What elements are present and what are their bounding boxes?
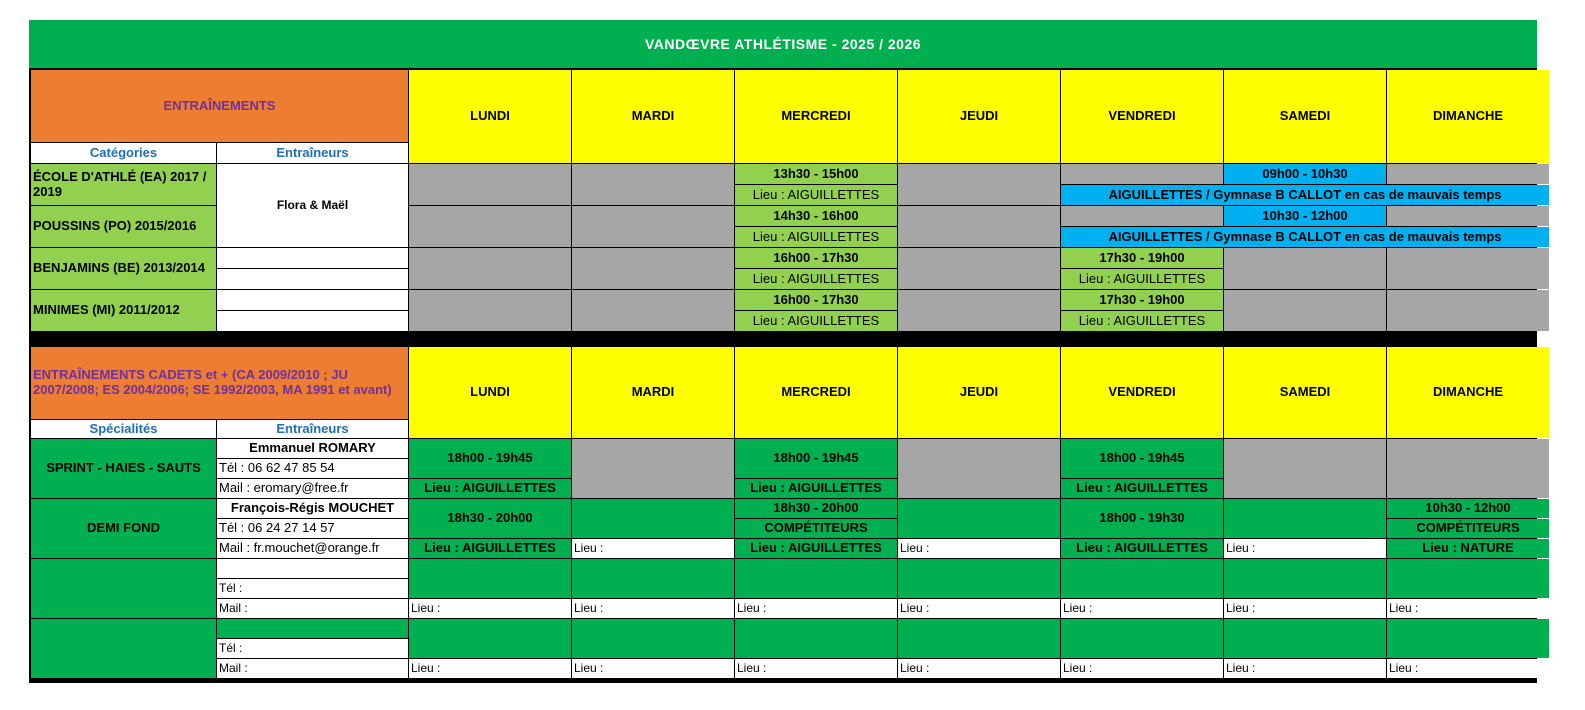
session-place: Lieu :: [735, 599, 897, 618]
specialty-label: [31, 559, 216, 618]
session-place: Lieu : AIGUILLETTES: [409, 479, 571, 498]
category-label: POUSSINS (PO) 2015/2016: [31, 206, 216, 247]
coach-name: Flora & Maël: [217, 164, 408, 247]
page-title: VANDŒVRE ATHLÉTISME - 2025 / 2026: [29, 20, 1537, 68]
session-time: 10h30 - 12h00: [1387, 499, 1549, 518]
empty-slot: [1387, 619, 1549, 658]
session-place: AIGUILLETTES / Gymnase B CALLOT en cas de mauvais temps: [1061, 185, 1549, 205]
day-header: MERCREDI: [735, 347, 897, 438]
column-header: Catégories: [31, 143, 216, 163]
session-place: Lieu : NATURE: [1387, 539, 1549, 558]
session-place: Lieu : AIGUILLETTES: [1061, 311, 1223, 331]
session-place: Lieu :: [1061, 659, 1223, 678]
empty-slot: [409, 559, 571, 598]
day-header: JEUDI: [898, 70, 1060, 163]
category-label: BENJAMINS (BE) 2013/2014: [31, 248, 216, 289]
empty-slot: [1061, 164, 1223, 184]
day-header: LUNDI: [409, 347, 571, 438]
session-place: Lieu : AIGUILLETTES: [735, 479, 897, 498]
empty-slot: [898, 559, 1060, 598]
adult-schedule-table: [29, 345, 1537, 683]
day-header: DIMANCHE: [1387, 347, 1549, 438]
session-place: Lieu : AIGUILLETTES: [1061, 539, 1223, 558]
session-place: Lieu :: [898, 599, 1060, 618]
coach-email: Mail : eromary@free.fr: [217, 479, 408, 498]
empty-slot: [1224, 290, 1386, 331]
session-place: Lieu :: [1224, 659, 1386, 678]
coach-cell: [217, 290, 408, 310]
empty-slot: [1224, 439, 1386, 498]
empty-slot: [1387, 439, 1549, 498]
session-place: Lieu :: [898, 659, 1060, 678]
coach-name: Emmanuel ROMARY: [217, 439, 408, 458]
coach-email: Mail :: [217, 599, 408, 618]
category-label: MINIMES (MI) 2011/2012: [31, 290, 216, 331]
day-header: MARDI: [572, 347, 734, 438]
column-header: Entraîneurs: [217, 143, 408, 163]
empty-slot: [572, 499, 734, 538]
empty-slot: [1224, 619, 1386, 658]
day-header: SAMEDI: [1224, 347, 1386, 438]
empty-slot: [1387, 248, 1549, 289]
empty-slot: [898, 248, 1060, 289]
session-place: Lieu : AIGUILLETTES: [1061, 269, 1223, 289]
session-time: 17h30 - 19h00: [1061, 290, 1223, 310]
session-place: Lieu : AIGUILLETTES: [409, 539, 571, 558]
session-time: 10h30 - 12h00: [1224, 206, 1386, 226]
session-time: 18h00 - 19h45: [1061, 439, 1223, 478]
session-place: Lieu :: [1387, 659, 1549, 678]
session-place: Lieu :: [1224, 599, 1386, 618]
column-header: Entraîneurs: [217, 420, 408, 438]
empty-slot: [898, 290, 1060, 331]
section-separator: [29, 337, 1537, 345]
empty-slot: [1224, 499, 1386, 538]
session-time: 17h30 - 19h00: [1061, 248, 1223, 268]
day-header: LUNDI: [409, 70, 571, 163]
coach-phone: Tél :: [217, 639, 408, 658]
session-time: 18h00 - 19h30: [1061, 499, 1223, 538]
session-place: Lieu : AIGUILLETTES: [735, 539, 897, 558]
session-place: AIGUILLETTES / Gymnase B CALLOT en cas de mauvais temps: [1061, 227, 1549, 247]
session-place: Lieu : AIGUILLETTES: [735, 185, 897, 205]
empty-slot: [1224, 248, 1386, 289]
coach-cell: [217, 269, 408, 289]
empty-slot: [1224, 559, 1386, 598]
session-place: Lieu :: [735, 659, 897, 678]
coach-email: Mail : fr.mouchet@orange.fr: [217, 539, 408, 558]
day-header: MERCREDI: [735, 70, 897, 163]
session-place: Lieu :: [1061, 599, 1223, 618]
session-place: Lieu :: [1387, 599, 1549, 618]
section-header: ENTRAÎNEMENTS CADETS et + (CA 2009/2010 ; JU 2007/2008; ES 2004/2006; SE 1992/2003, MA 1991 et avant): [31, 347, 408, 419]
youth-schedule-table: [29, 68, 1537, 337]
empty-slot: [572, 248, 734, 289]
day-header: JEUDI: [898, 347, 1060, 438]
empty-slot: [1387, 559, 1549, 598]
empty-slot: [572, 439, 734, 498]
coach-cell: [217, 311, 408, 331]
empty-slot: [1387, 164, 1549, 184]
session-place: Lieu :: [898, 539, 1060, 558]
session-subtitle: COMPÉTITEURS: [1387, 519, 1549, 538]
session-place: Lieu :: [1224, 539, 1386, 558]
coach-name: [217, 559, 408, 578]
day-header: VENDREDI: [1061, 347, 1223, 438]
day-header: DIMANCHE: [1387, 70, 1549, 163]
empty-slot: [409, 206, 571, 247]
empty-slot: [898, 619, 1060, 658]
coach-phone: Tél :: [217, 579, 408, 598]
session-place: Lieu : AIGUILLETTES: [735, 311, 897, 331]
session-time: 13h30 - 15h00: [735, 164, 897, 184]
session-subtitle: COMPÉTITEURS: [735, 519, 897, 538]
coach-name: François-Régis MOUCHET: [217, 499, 408, 518]
day-header: VENDREDI: [1061, 70, 1223, 163]
specialty-label: DEMI FOND: [31, 499, 216, 558]
column-header: Spécialités: [31, 420, 216, 438]
empty-slot: [735, 619, 897, 658]
session-time: 18h00 - 19h45: [409, 439, 571, 478]
session-time: 09h00 - 10h30: [1224, 164, 1386, 184]
session-place: Lieu :: [572, 659, 734, 678]
session-place: Lieu : AIGUILLETTES: [735, 227, 897, 247]
empty-slot: [898, 499, 1060, 538]
empty-slot: [572, 206, 734, 247]
empty-slot: [1061, 619, 1223, 658]
empty-slot: [409, 248, 571, 289]
session-place: Lieu :: [409, 599, 571, 618]
session-time: 16h00 - 17h30: [735, 248, 897, 268]
specialty-label: [31, 619, 216, 678]
coach-phone: Tél : 06 62 47 85 54: [217, 459, 408, 478]
session-place: Lieu :: [409, 659, 571, 678]
empty-slot: [572, 559, 734, 598]
coach-name: [217, 619, 408, 638]
empty-slot: [1061, 206, 1223, 226]
coach-cell: [217, 248, 408, 268]
session-time: 18h00 - 19h45: [735, 439, 897, 478]
session-place: Lieu : AIGUILLETTES: [735, 269, 897, 289]
empty-slot: [1061, 559, 1223, 598]
empty-slot: [409, 164, 571, 205]
session-time: 18h30 - 20h00: [735, 499, 897, 518]
session-time: 14h30 - 16h00: [735, 206, 897, 226]
empty-slot: [1387, 206, 1549, 226]
empty-slot: [1387, 290, 1549, 331]
specialty-label: SPRINT - HAIES - SAUTS: [31, 439, 216, 498]
session-time: 16h00 - 17h30: [735, 290, 897, 310]
empty-slot: [898, 439, 1060, 498]
coach-phone: Tél : 06 24 27 14 57: [217, 519, 408, 538]
category-label: ÉCOLE D'ATHLÉ (EA) 2017 / 2019: [31, 164, 216, 205]
session-time: 18h30 - 20h00: [409, 499, 571, 538]
coach-email: Mail :: [217, 659, 408, 678]
empty-slot: [572, 619, 734, 658]
session-place: Lieu :: [572, 599, 734, 618]
empty-slot: [572, 290, 734, 331]
day-header: MARDI: [572, 70, 734, 163]
empty-slot: [898, 164, 1060, 205]
section-header: ENTRAÎNEMENTS: [31, 70, 408, 142]
session-place: Lieu : AIGUILLETTES: [1061, 479, 1223, 498]
empty-slot: [409, 290, 571, 331]
empty-slot: [735, 559, 897, 598]
session-place: Lieu :: [572, 539, 734, 558]
day-header: SAMEDI: [1224, 70, 1386, 163]
empty-slot: [898, 206, 1060, 247]
empty-slot: [409, 619, 571, 658]
empty-slot: [572, 164, 734, 205]
